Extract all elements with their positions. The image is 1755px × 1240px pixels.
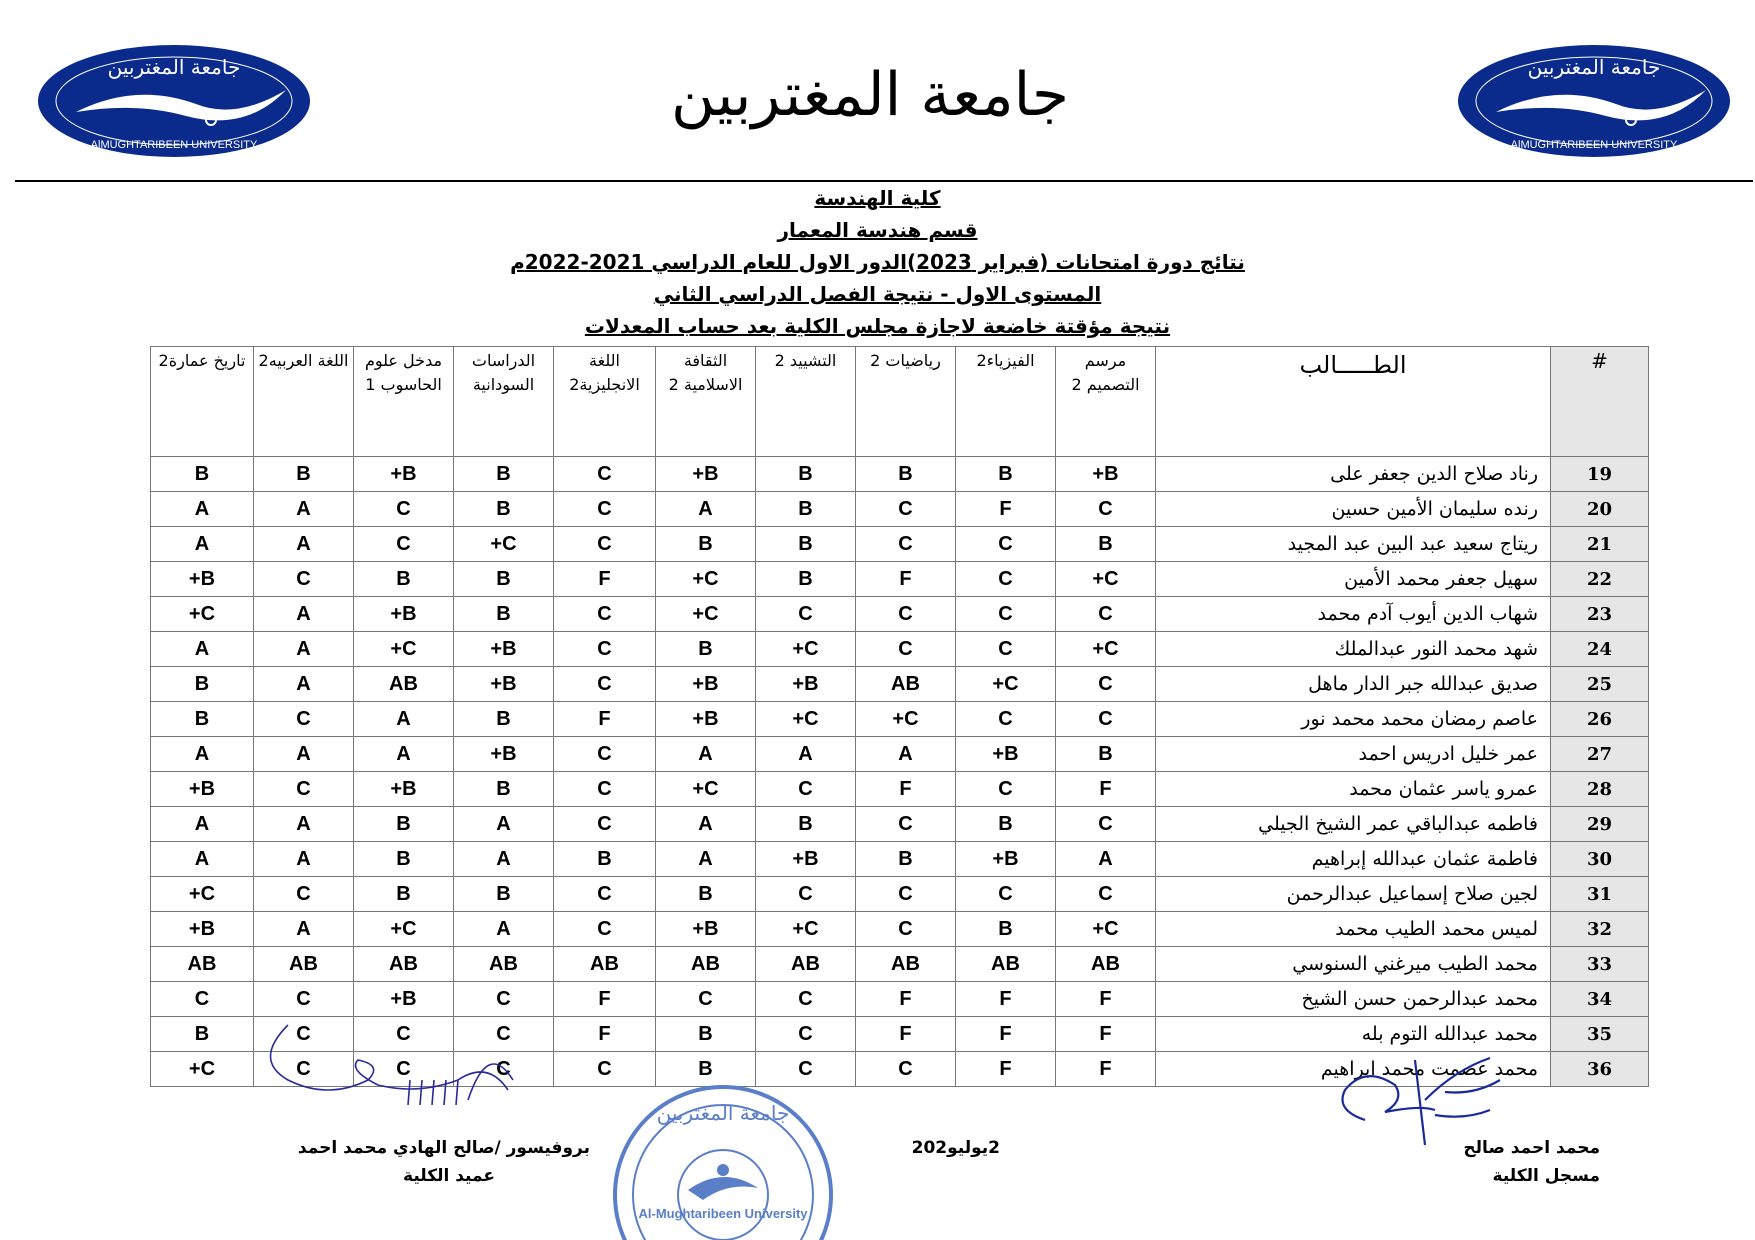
grade-cell: B — [151, 702, 254, 737]
student-name: عمر خليل ادريس احمد — [1156, 737, 1551, 772]
grade-cell: C — [956, 877, 1056, 912]
grade-cell: B — [1056, 527, 1156, 562]
grade-cell: AB — [454, 947, 554, 982]
grade-cell: C — [856, 807, 956, 842]
table-row — [151, 667, 1649, 702]
student-name: لجين صلاح إسماعيل عبدالرحمن — [1156, 877, 1551, 912]
grade-cell: B+ — [656, 457, 756, 492]
grade-cell: B — [956, 457, 1056, 492]
grade-cell: C — [856, 912, 956, 947]
table-row — [151, 632, 1649, 667]
grade-cell: AB — [956, 947, 1056, 982]
grade-cell: B+ — [756, 667, 856, 702]
grade-cell: C — [856, 492, 956, 527]
grade-cell: A — [254, 527, 354, 562]
grade-cell: F — [856, 772, 956, 807]
grade-cell: C+ — [656, 562, 756, 597]
grade-cell: B+ — [354, 982, 454, 1017]
grade-cell: AB — [656, 947, 756, 982]
grade-cell: AB — [856, 947, 956, 982]
grade-cell: B — [454, 772, 554, 807]
grade-cell: C — [454, 982, 554, 1017]
grade-cell: F — [856, 982, 956, 1017]
grade-cell: B — [856, 457, 956, 492]
table-header-row — [151, 347, 1649, 457]
grade-cell: B — [1056, 737, 1156, 772]
student-name: محمد عصمت محمد ابراهيم — [1156, 1052, 1551, 1087]
grade-cell: B+ — [656, 912, 756, 947]
grade-cell: C+ — [151, 597, 254, 632]
grade-cell: AB — [254, 947, 354, 982]
grade-cell: C+ — [354, 632, 454, 667]
grade-cell: C — [856, 1052, 956, 1087]
grade-cell: B — [254, 457, 354, 492]
grade-cell: B — [454, 597, 554, 632]
faculty-heading: كلية الهندسة — [814, 186, 941, 210]
grade-cell: B — [756, 562, 856, 597]
grade-cell: F — [856, 562, 956, 597]
grade-cell: C — [756, 597, 856, 632]
student-number: 29 — [1551, 807, 1649, 842]
svg-text:Al-Mughtaribeen University: Al-Mughtaribeen University — [638, 1206, 808, 1221]
grade-cell: B+ — [454, 667, 554, 702]
grade-cell: A — [656, 492, 756, 527]
grade-cell: C — [756, 877, 856, 912]
signing-date: 2يوليو202 — [911, 1138, 1000, 1158]
university-logo-left — [36, 42, 312, 160]
grade-cell: B — [454, 702, 554, 737]
student-number: 32 — [1551, 912, 1649, 947]
grade-cell: A — [254, 632, 354, 667]
grade-cell: C+ — [756, 702, 856, 737]
svg-text:AlMUGHTARIBEEN UNIVERSITY: AlMUGHTARIBEEN UNIVERSITY — [1510, 139, 1678, 151]
grade-cell: C — [956, 702, 1056, 737]
grade-cell: B — [756, 527, 856, 562]
student-number: 26 — [1551, 702, 1649, 737]
grade-cell: B — [656, 527, 756, 562]
grade-cell: AB — [1056, 947, 1156, 982]
grade-cell: A — [656, 807, 756, 842]
grade-cell: C — [354, 1017, 454, 1052]
grade-cell: F — [956, 1052, 1056, 1087]
grade-cell: AB — [756, 947, 856, 982]
grade-cell: C — [856, 527, 956, 562]
grade-cell: A — [151, 807, 254, 842]
grade-cell: C — [254, 1017, 354, 1052]
column-header-course: الفيزياء2 — [956, 347, 1056, 457]
student-name: رنده سليمان الأمين حسين — [1156, 492, 1551, 527]
grade-cell: F — [956, 492, 1056, 527]
grade-cell: F — [956, 1017, 1056, 1052]
grade-cell: AB — [354, 947, 454, 982]
grade-cell: C — [554, 527, 656, 562]
student-number: 27 — [1551, 737, 1649, 772]
svg-text:AlMUGHTARIBEEN UNIVERSITY: AlMUGHTARIBEEN UNIVERSITY — [90, 139, 258, 151]
grade-cell: B — [151, 667, 254, 702]
grade-cell: C — [254, 562, 354, 597]
grade-cell: A — [354, 737, 454, 772]
dean-name: بروفيسور /صالح الهادي محمد احمد — [297, 1138, 590, 1158]
grade-cell: B — [956, 912, 1056, 947]
grade-cell: B — [454, 457, 554, 492]
grade-cell: B — [756, 807, 856, 842]
student-name: لميس محمد الطيب محمد — [1156, 912, 1551, 947]
grade-cell: C — [856, 632, 956, 667]
grade-cell: C — [1056, 667, 1156, 702]
grade-cell: C+ — [656, 597, 756, 632]
student-number: 22 — [1551, 562, 1649, 597]
grade-cell: C — [354, 1052, 454, 1087]
table-row — [151, 842, 1649, 877]
grade-cell: C — [454, 1052, 554, 1087]
registrar-block — [1420, 1134, 1600, 1190]
grade-cell: A — [656, 737, 756, 772]
student-name: شهد محمد النور عبدالملك — [1156, 632, 1551, 667]
student-name: شهاب الدين أيوب آدم محمد — [1156, 597, 1551, 632]
grade-cell: C — [756, 982, 856, 1017]
grade-cell: C — [354, 492, 454, 527]
grade-cell: B — [151, 1017, 254, 1052]
column-header-course: مدخل علوم الحاسوب 1 — [354, 347, 454, 457]
grade-cell: A — [254, 842, 354, 877]
grade-cell: B — [454, 877, 554, 912]
grade-cell: A — [254, 492, 354, 527]
student-name: رناد صلاح الدين جعفر على — [1156, 457, 1551, 492]
grade-cell: A — [856, 737, 956, 772]
registrar-title: مسجل الكلية — [1492, 1166, 1600, 1186]
grade-cell: C — [254, 702, 354, 737]
column-header-course: تاريخ عمارة2 — [151, 347, 254, 457]
grade-cell: B+ — [956, 842, 1056, 877]
student-number: 36 — [1551, 1052, 1649, 1087]
grade-cell: B+ — [354, 772, 454, 807]
grade-cell: C — [956, 772, 1056, 807]
student-name: عمرو ياسر عثمان محمد — [1156, 772, 1551, 807]
student-number: 25 — [1551, 667, 1649, 702]
grade-cell: A — [151, 632, 254, 667]
table-row — [151, 737, 1649, 772]
registrar-name: محمد احمد صالح — [1463, 1138, 1600, 1158]
table-body — [151, 457, 1649, 1087]
grade-cell: C+ — [354, 912, 454, 947]
grade-cell: A — [1056, 842, 1156, 877]
exam-session-heading: نتائج دورة امتحانات (فبراير 2023)الدور الاول للعام الدراسي 2021-2022م — [510, 250, 1245, 274]
university-logo-right — [1456, 42, 1732, 160]
grade-cell: C+ — [454, 527, 554, 562]
grade-cell: C — [254, 877, 354, 912]
grade-cell: C — [1056, 492, 1156, 527]
grade-cell: B — [354, 877, 454, 912]
grade-cell: C — [554, 597, 656, 632]
table-row — [151, 597, 1649, 632]
grade-cell: A — [254, 912, 354, 947]
svg-text:جامعة المغتربين: جامعة المغتربين — [1527, 55, 1661, 79]
dean-title: عميد الكلية — [403, 1166, 495, 1186]
student-name: صديق عبدالله جبر الدار ماهل — [1156, 667, 1551, 702]
grade-cell: F — [1056, 1017, 1156, 1052]
student-name: سهيل جعفر محمد الأمين — [1156, 562, 1551, 597]
student-number: 28 — [1551, 772, 1649, 807]
grade-cell: A — [454, 842, 554, 877]
grade-cell: B+ — [956, 737, 1056, 772]
grade-cell: B — [354, 842, 454, 877]
grade-cell: A — [254, 597, 354, 632]
column-header-course: الثقافة الاسلامية 2 — [656, 347, 756, 457]
grade-cell: C — [254, 1052, 354, 1087]
table-row — [151, 807, 1649, 842]
student-number: 24 — [1551, 632, 1649, 667]
grade-cell: C — [554, 807, 656, 842]
grade-cell: B — [656, 1052, 756, 1087]
grade-cell: F — [554, 982, 656, 1017]
grade-cell: A — [254, 667, 354, 702]
grade-cell: C — [254, 772, 354, 807]
student-number: 23 — [1551, 597, 1649, 632]
grade-cell: C — [856, 877, 956, 912]
grade-cell: B+ — [656, 667, 756, 702]
grade-cell: A — [151, 842, 254, 877]
grade-cell: B+ — [151, 772, 254, 807]
grade-cell: AB — [856, 667, 956, 702]
student-number: 19 — [1551, 457, 1649, 492]
student-name: فاطمة عثمان عبدالله إبراهيم — [1156, 842, 1551, 877]
grade-cell: C+ — [756, 632, 856, 667]
grade-cell: C — [856, 597, 956, 632]
column-header-course: التشييد 2 — [756, 347, 856, 457]
grade-cell: B+ — [454, 737, 554, 772]
grade-cell: C — [554, 667, 656, 702]
grade-cell: C — [554, 1052, 656, 1087]
student-name: فاطمه عبدالباقي عمر الشيخ الجيلي — [1156, 807, 1551, 842]
grade-cell: B+ — [756, 842, 856, 877]
grade-cell: C — [956, 597, 1056, 632]
student-number: 21 — [1551, 527, 1649, 562]
grade-cell: A — [354, 702, 454, 737]
level-heading: المستوى الاول - نتيجة الفصل الدراسي الثاني — [653, 282, 1102, 306]
grade-cell: C+ — [151, 877, 254, 912]
provisional-note: نتيجة مؤقتة خاضعة لاجازة مجلس الكلية بعد حساب المعدلات — [584, 314, 1171, 338]
grade-cell: F — [1056, 1052, 1156, 1087]
svg-text:جامعة المغتربين: جامعة المغتربين — [656, 1101, 790, 1125]
grade-cell: A — [254, 737, 354, 772]
table-row — [151, 772, 1649, 807]
grade-cell: C — [354, 527, 454, 562]
table-row — [151, 527, 1649, 562]
date-block — [880, 1134, 1000, 1162]
column-header-course: الدراسات السودانية — [454, 347, 554, 457]
student-name: عاصم رمضان محمد محمد نور — [1156, 702, 1551, 737]
column-header-course: اللغة العربيه2 — [254, 347, 354, 457]
student-name: ريتاج سعيد عبد البين عبد المجيد — [1156, 527, 1551, 562]
grade-cell: C — [956, 527, 1056, 562]
dean-signature — [258, 1020, 528, 1120]
grade-cell: C — [554, 877, 656, 912]
grade-cell: F — [956, 982, 1056, 1017]
grade-cell: C — [1056, 702, 1156, 737]
grade-cell: C — [1056, 877, 1156, 912]
grade-cell: F — [554, 702, 656, 737]
grade-cell: B — [956, 807, 1056, 842]
grade-cell: B — [656, 1017, 756, 1052]
grade-cell: A — [454, 807, 554, 842]
grade-cell: C — [454, 1017, 554, 1052]
dean-block — [280, 1134, 590, 1190]
grade-cell: A — [656, 842, 756, 877]
table-row — [151, 877, 1649, 912]
table-row — [151, 982, 1649, 1017]
student-number: 33 — [1551, 947, 1649, 982]
grade-cell: C — [151, 982, 254, 1017]
grade-cell: C — [956, 562, 1056, 597]
grade-cell: A — [151, 527, 254, 562]
university-title: جامعة المغتربين — [671, 60, 1069, 130]
university-stamp — [608, 1070, 838, 1240]
grade-cell: B+ — [151, 562, 254, 597]
grade-cell: C — [254, 982, 354, 1017]
grade-cell: C — [956, 632, 1056, 667]
grade-cell: B — [656, 632, 756, 667]
grade-cell: F — [1056, 982, 1156, 1017]
grade-cell: B — [151, 457, 254, 492]
table-row — [151, 947, 1649, 982]
grade-cell: B+ — [354, 597, 454, 632]
column-header-student: الطـــــالب — [1156, 347, 1551, 457]
student-name: محمد الطيب ميرغني السنوسي — [1156, 947, 1551, 982]
grade-cell: C — [656, 982, 756, 1017]
grade-cell: B — [756, 457, 856, 492]
table-row — [151, 562, 1649, 597]
grade-cell: C+ — [656, 772, 756, 807]
grade-cell: B — [656, 877, 756, 912]
grade-cell: C — [554, 457, 656, 492]
student-number: 30 — [1551, 842, 1649, 877]
grade-cell: AB — [354, 667, 454, 702]
department-heading: قسم هندسة المعمار — [777, 218, 978, 242]
grade-cell: C — [756, 1052, 856, 1087]
grade-cell: B+ — [1056, 457, 1156, 492]
column-header-course: رياضيات 2 — [856, 347, 956, 457]
student-name: محمد عبدالله التوم بله — [1156, 1017, 1551, 1052]
grade-cell: C — [756, 772, 856, 807]
grade-cell: A — [151, 492, 254, 527]
grade-cell: AB — [554, 947, 656, 982]
grade-cell: B — [554, 842, 656, 877]
grade-cell: C — [1056, 807, 1156, 842]
grade-cell: C — [554, 632, 656, 667]
grade-cell: F — [554, 562, 656, 597]
grade-cell: C+ — [1056, 912, 1156, 947]
grade-cell: C+ — [956, 667, 1056, 702]
table-row — [151, 492, 1649, 527]
grade-cell: F — [554, 1017, 656, 1052]
column-header-course: مرسم التصميم 2 — [1056, 347, 1156, 457]
grade-cell: F — [1056, 772, 1156, 807]
grade-cell: C — [554, 912, 656, 947]
grade-cell: C+ — [151, 1052, 254, 1087]
grade-cell: AB — [151, 947, 254, 982]
grade-cell: C — [1056, 597, 1156, 632]
grade-cell: B — [454, 492, 554, 527]
student-name: محمد عبدالرحمن حسن الشيخ — [1156, 982, 1551, 1017]
grade-cell: B+ — [656, 702, 756, 737]
student-number: 31 — [1551, 877, 1649, 912]
grade-cell: C — [554, 492, 656, 527]
grade-cell: C+ — [1056, 562, 1156, 597]
grade-cell: B+ — [454, 632, 554, 667]
column-header-course: اللغة الانجليزية2 — [554, 347, 656, 457]
table-row — [151, 457, 1649, 492]
results-table — [150, 346, 1649, 1087]
grade-cell: C — [554, 737, 656, 772]
grade-cell: B — [756, 492, 856, 527]
grade-cell: F — [856, 1017, 956, 1052]
grade-cell: C+ — [756, 912, 856, 947]
grade-cell: B — [856, 842, 956, 877]
student-number: 20 — [1551, 492, 1649, 527]
grade-cell: A — [254, 807, 354, 842]
grade-cell: A — [151, 737, 254, 772]
grade-cell: B — [354, 562, 454, 597]
document-headings — [0, 182, 1755, 342]
grade-cell: B — [354, 807, 454, 842]
grade-cell: C+ — [856, 702, 956, 737]
grade-cell: C+ — [1056, 632, 1156, 667]
student-number: 34 — [1551, 982, 1649, 1017]
svg-text:جامعة المغتربين: جامعة المغتربين — [107, 55, 241, 79]
grade-cell: C — [554, 772, 656, 807]
grade-cell: C — [756, 1017, 856, 1052]
grade-cell: A — [756, 737, 856, 772]
grade-cell: B — [454, 562, 554, 597]
grade-cell: A — [454, 912, 554, 947]
grade-cell: B+ — [354, 457, 454, 492]
table-row — [151, 702, 1649, 737]
column-header-number: # — [1551, 347, 1649, 457]
table-row — [151, 912, 1649, 947]
student-number: 35 — [1551, 1017, 1649, 1052]
grade-cell: B+ — [151, 912, 254, 947]
